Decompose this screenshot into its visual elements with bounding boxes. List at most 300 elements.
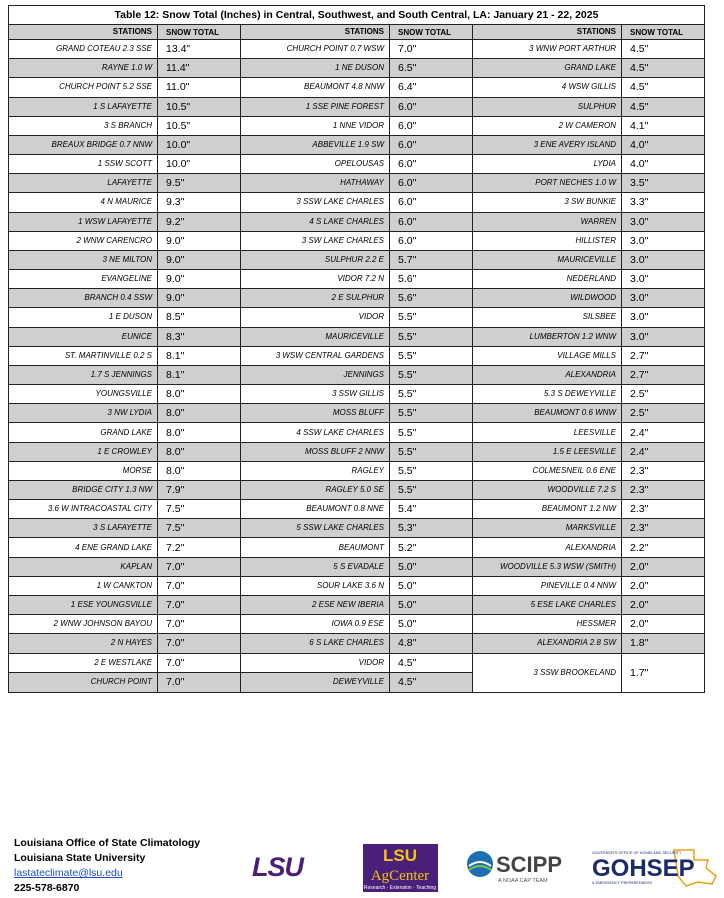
snow-total-value: 5.5" (390, 385, 473, 404)
snow-total-value: 7.5" (158, 519, 241, 538)
gohsep-text: GOHSEP (592, 855, 695, 882)
table-row (473, 654, 704, 692)
snow-total-value: 2.0" (622, 596, 704, 615)
snow-total-value: 7.9" (158, 481, 241, 500)
table-row (9, 481, 241, 500)
snow-total-value: 6.0" (390, 174, 473, 193)
table-row (473, 481, 704, 500)
snow-total-value: 5.5" (390, 481, 473, 500)
header-stations: STATIONS (9, 25, 158, 40)
table-row (473, 232, 704, 251)
table-row (473, 270, 704, 289)
station-name: CHURCH POINT (9, 673, 158, 692)
table-title: Table 12: Snow Total (Inches) in Central, Southwest, and South Central, LA: January 21 - 22, 2025 (9, 6, 704, 25)
table-row (473, 193, 704, 212)
station-name: 1 WSW LAFAYETTE (9, 213, 158, 232)
station-name: 4 S LAKE CHARLES (241, 213, 390, 232)
station-name: 1 E CROWLEY (9, 443, 158, 462)
snow-total-value: 7.0" (158, 558, 241, 577)
table-row (473, 328, 704, 347)
snow-total-value: 7.5" (158, 500, 241, 519)
snow-total-value: 3.0" (622, 270, 704, 289)
station-name: 1 E DUSON (9, 308, 158, 327)
station-name: 3 NE MILTON (9, 251, 158, 270)
snow-total-value: 3.5" (622, 174, 704, 193)
snow-total-table (8, 5, 705, 693)
snow-total-value: 8.1" (158, 347, 241, 366)
snow-total-value: 5.5" (390, 328, 473, 347)
table-row (473, 462, 704, 481)
table-row (473, 98, 704, 117)
table-row (241, 232, 473, 251)
snow-total-value: 3.0" (622, 308, 704, 327)
station-name: 1 S LAFAYETTE (9, 98, 158, 117)
station-name: COLMESNEIL 0.6 ENE (473, 462, 622, 481)
table-row (473, 78, 704, 97)
station-name: GRAND LAKE (9, 423, 158, 442)
station-name: VIDOR (241, 654, 390, 673)
table-row (241, 634, 473, 653)
snow-total-value: 6.5" (390, 59, 473, 78)
gohsep-logo (590, 846, 720, 892)
snow-total-value: 6.4" (390, 78, 473, 97)
station-name: 2 ESE NEW IBERIA (241, 596, 390, 615)
scipp-tagline-text: A NOAA CAP TEAM (498, 878, 548, 884)
snow-total-value: 5.0" (390, 577, 473, 596)
table-row (473, 366, 704, 385)
table-row (9, 193, 241, 212)
station-name: KAPLAN (9, 558, 158, 577)
table-row (241, 519, 473, 538)
table-row (9, 347, 241, 366)
snow-total-value: 4.5" (390, 673, 473, 692)
station-name: BEAUMONT 0.8 NNE (241, 500, 390, 519)
station-name: 2 W CAMERON (473, 117, 622, 136)
snow-total-value: 5.5" (390, 347, 473, 366)
table-row (9, 596, 241, 615)
station-name: 1 ESE YOUNGSVILLE (9, 596, 158, 615)
station-name: PORT NECHES 1.0 W (473, 174, 622, 193)
snow-total-value: 7.0" (158, 615, 241, 634)
snow-total-value: 4.5" (390, 654, 473, 673)
snow-total-value: 5.0" (390, 558, 473, 577)
office-name: Louisiana Office of State Climatology (14, 837, 201, 849)
table-row (241, 385, 473, 404)
snow-total-value: 5.6" (390, 289, 473, 308)
snow-total-value: 5.5" (390, 443, 473, 462)
snow-total-value: 4.8" (390, 634, 473, 653)
snow-total-value: 4.5" (622, 98, 704, 117)
snow-total-value: 2.5" (622, 385, 704, 404)
snow-total-value: 5.4" (390, 500, 473, 519)
table-row (473, 404, 704, 423)
station-name: MAURICEVILLE (473, 251, 622, 270)
snow-total-value: 5.5" (390, 366, 473, 385)
table-row (473, 577, 704, 596)
scipp-logo (465, 848, 573, 886)
table-columns (9, 25, 704, 692)
table-row (9, 232, 241, 251)
table-row (473, 136, 704, 155)
station-name: 3 SSW LAKE CHARLES (241, 193, 390, 212)
snow-total-value: 8.3" (158, 328, 241, 347)
snow-total-value: 2.0" (622, 577, 704, 596)
snow-total-value: 8.0" (158, 404, 241, 423)
snow-total-value: 5.0" (390, 615, 473, 634)
table-row (473, 385, 704, 404)
station-name: 3 SW LAKE CHARLES (241, 232, 390, 251)
station-name: LYDIA (473, 155, 622, 174)
station-name: HESSMER (473, 615, 622, 634)
station-name: 4 N MAURICE (9, 193, 158, 212)
station-name: WILDWOOD (473, 289, 622, 308)
table-header-row (9, 25, 241, 40)
gohsep-bottom-text: & EMERGENCY PREPAREDNESS (592, 881, 652, 885)
table-row (9, 59, 241, 78)
table-row (241, 404, 473, 423)
header-snow-total: SNOW TOTAL (390, 25, 473, 40)
table-row (241, 443, 473, 462)
table-row (9, 462, 241, 481)
station-name: 5 ESE LAKE CHARLES (473, 596, 622, 615)
table-row (9, 251, 241, 270)
station-name: MORSE (9, 462, 158, 481)
station-name: MOSS BLUFF 2 NNW (241, 443, 390, 462)
table-row (473, 596, 704, 615)
table-row (473, 423, 704, 442)
table-row (473, 347, 704, 366)
table-row (9, 538, 241, 557)
snow-total-value: 7.0" (158, 577, 241, 596)
snow-total-value: 7.0" (158, 673, 241, 692)
snow-total-value: 8.0" (158, 385, 241, 404)
station-name: HATHAWAY (241, 174, 390, 193)
table-row (9, 634, 241, 653)
table-row (9, 423, 241, 442)
agcenter-name-text: AgCenter (370, 868, 430, 884)
station-name: LUMBERTON 1.2 WNW (473, 328, 622, 347)
snow-total-value: 9.5" (158, 174, 241, 193)
snow-total-value: 5.5" (390, 462, 473, 481)
station-name: 3 S BRANCH (9, 117, 158, 136)
snow-total-value: 11.0" (158, 78, 241, 97)
snow-total-value: 4.5" (622, 78, 704, 97)
station-name: 2 N HAYES (9, 634, 158, 653)
table-row (473, 155, 704, 174)
station-name: 1 W CANKTON (9, 577, 158, 596)
table-row (9, 404, 241, 423)
table-row (473, 308, 704, 327)
table-row (241, 423, 473, 442)
table-row (241, 98, 473, 117)
station-name: VIDOR 7.2 N (241, 270, 390, 289)
table-row (9, 155, 241, 174)
table-row (473, 615, 704, 634)
phone-number: 225-578-6870 (14, 882, 80, 894)
snow-total-value: 4.5" (622, 40, 704, 59)
table-row (473, 443, 704, 462)
station-name: RAGLEY 5.0 SE (241, 481, 390, 500)
station-name: 3 SW BUNKIE (473, 193, 622, 212)
snow-total-value: 4.0" (622, 155, 704, 174)
station-name: ABBEVILLE 1.9 SW (241, 136, 390, 155)
station-name: 1.7 S JENNINGS (9, 366, 158, 385)
table-row (241, 615, 473, 634)
station-name: VILLAGE MILLS (473, 347, 622, 366)
table-row (9, 78, 241, 97)
station-name: BRANCH 0.4 SSW (9, 289, 158, 308)
table-row (9, 673, 241, 692)
snow-total-value: 2.4" (622, 443, 704, 462)
snow-total-value: 10.5" (158, 98, 241, 117)
station-name: 1 NE DUSON (241, 59, 390, 78)
snow-total-value: 5.6" (390, 270, 473, 289)
snow-total-value: 5.3" (390, 519, 473, 538)
table-row (9, 577, 241, 596)
station-name: 3 SSW GILLIS (241, 385, 390, 404)
station-name: IOWA 0.9 ESE (241, 615, 390, 634)
station-name: MAURICEVILLE (241, 328, 390, 347)
snow-total-value: 6.0" (390, 155, 473, 174)
table-column-1 (9, 25, 241, 692)
snow-total-value: 2.7" (622, 366, 704, 385)
station-name: 4 ENE GRAND LAKE (9, 538, 158, 557)
table-row (473, 289, 704, 308)
table-row (9, 117, 241, 136)
station-name: BEAUMONT 4.8 NNW (241, 78, 390, 97)
header-stations: STATIONS (241, 25, 390, 40)
station-name: 1 SSE PINE FOREST (241, 98, 390, 117)
table-row (241, 78, 473, 97)
station-name: LAFAYETTE (9, 174, 158, 193)
agcenter-lsu-text: LSU (383, 846, 417, 865)
table-row (473, 174, 704, 193)
station-name: WOODVILLE 5.3 WSW (SMITH) (473, 558, 622, 577)
snow-total-value: 7.0" (390, 40, 473, 59)
snow-total-value: 3.0" (622, 232, 704, 251)
table-row (241, 577, 473, 596)
table-row (473, 558, 704, 577)
table-row (473, 117, 704, 136)
table-row (241, 155, 473, 174)
station-name: DEWEYVILLE (241, 673, 390, 692)
table-row (241, 347, 473, 366)
snow-total-value: 7.0" (158, 634, 241, 653)
station-name: CHURCH POINT 5.2 SSE (9, 78, 158, 97)
table-row (9, 615, 241, 634)
table-row (9, 328, 241, 347)
header-stations: STATIONS (473, 25, 622, 40)
station-name: 3 S LAFAYETTE (9, 519, 158, 538)
table-row (9, 289, 241, 308)
station-name: ST. MARTINVILLE 0.2 S (9, 347, 158, 366)
table-row (241, 500, 473, 519)
table-row (241, 308, 473, 327)
station-name: JENNINGS (241, 366, 390, 385)
table-row (241, 462, 473, 481)
station-name: 2 E SULPHUR (241, 289, 390, 308)
station-name: RAYNE 1.0 W (9, 59, 158, 78)
snow-total-value: 3.0" (622, 251, 704, 270)
snow-total-value: 7.2" (158, 538, 241, 557)
table-row (241, 538, 473, 557)
snow-total-value: 8.0" (158, 443, 241, 462)
snow-total-value: 5.5" (390, 404, 473, 423)
agcenter-tagline-text: Research · Extension · Teaching (363, 885, 437, 891)
station-name: 5.3 S DEWEYVILLE (473, 385, 622, 404)
table-row (9, 519, 241, 538)
station-name: EVANGELINE (9, 270, 158, 289)
station-name: OPELOUSAS (241, 155, 390, 174)
station-name: LEESVILLE (473, 423, 622, 442)
snow-total-value: 3.0" (622, 328, 704, 347)
snow-total-value: 8.0" (158, 462, 241, 481)
snow-total-value: 9.0" (158, 289, 241, 308)
snow-total-value: 1.7" (630, 666, 649, 679)
table-row (473, 500, 704, 519)
station-name: ALEXANDRIA (473, 366, 622, 385)
snow-total-value: 1.8" (622, 634, 704, 653)
snow-total-value: 9.0" (158, 251, 241, 270)
table-row (241, 136, 473, 155)
snow-total-value: 5.7" (390, 251, 473, 270)
table-row (241, 673, 473, 692)
station-name: 3 WNW PORT ARTHUR (473, 40, 622, 59)
snow-total-value: 2.3" (622, 519, 704, 538)
station-name: 6 S LAKE CHARLES (241, 634, 390, 653)
station-name: BEAUMONT 1.2 NW (473, 500, 622, 519)
snow-total-value: 9.0" (158, 270, 241, 289)
table-row (241, 174, 473, 193)
snow-total-value: 7.0" (158, 654, 241, 673)
table-row (9, 174, 241, 193)
station-name: 3.6 W INTRACOASTAL CITY (9, 500, 158, 519)
station-name: 4 SSW LAKE CHARLES (241, 423, 390, 442)
station-name: BREAUX BRIDGE 0.7 NNW (9, 136, 158, 155)
station-name: BEAUMONT (241, 538, 390, 557)
snow-total-value: 9.0" (158, 232, 241, 251)
station-name: 1 SSW SCOTT (9, 155, 158, 174)
snow-total-value: 6.0" (390, 136, 473, 155)
station-name: 5 S EVADALE (241, 558, 390, 577)
snow-total-value: 3.0" (622, 213, 704, 232)
table-row (9, 654, 241, 673)
snow-total-value: 2.3" (622, 462, 704, 481)
table-row (473, 59, 704, 78)
station-name: ALEXANDRIA (473, 538, 622, 557)
station-name: SILSBEE (473, 308, 622, 327)
table-row (473, 519, 704, 538)
lsu-agcenter-logo (363, 844, 438, 892)
scipp-text: SCIPP (496, 852, 563, 877)
table-row (9, 308, 241, 327)
station-name: 2 WNW JOHNSON BAYOU (9, 615, 158, 634)
gohsep-top-text: GOVERNOR'S OFFICE OF HOMELAND SECURITY (592, 851, 682, 855)
table-row (473, 251, 704, 270)
station-name: 4 WSW GILLIS (473, 78, 622, 97)
station-name: YOUNGSVILLE (9, 385, 158, 404)
table-row (241, 59, 473, 78)
snow-total-value: 5.2" (390, 538, 473, 557)
snow-total-value: 6.0" (390, 232, 473, 251)
table-row (9, 443, 241, 462)
footer-contact (14, 836, 200, 896)
table-row (9, 558, 241, 577)
table-row (473, 40, 704, 59)
snow-total-value: 7.0" (158, 596, 241, 615)
snow-total-value: 2.3" (622, 481, 704, 500)
station-name: 1 NNE VIDOR (241, 117, 390, 136)
university-name: Louisiana State University (14, 852, 146, 864)
snow-total-value: 11.4" (158, 59, 241, 78)
station-name: VIDOR (241, 308, 390, 327)
station-name: SULPHUR (473, 98, 622, 117)
table-header-row (473, 25, 704, 40)
table-row (241, 366, 473, 385)
table-column-2 (241, 25, 473, 692)
table-row (241, 270, 473, 289)
table-row (9, 213, 241, 232)
snow-total-value: 8.0" (158, 423, 241, 442)
snow-total-value: 6.0" (390, 193, 473, 212)
station-name: 2 E WESTLAKE (9, 654, 158, 673)
table-row (241, 213, 473, 232)
station-name: GRAND LAKE (473, 59, 622, 78)
table-row (241, 481, 473, 500)
snow-total-value: 5.5" (390, 308, 473, 327)
snow-total-value: 4.1" (622, 117, 704, 136)
snow-total-value: 4.0" (622, 136, 704, 155)
snow-total-value: 3.0" (622, 289, 704, 308)
station-name: 3 SSW BROOKELAND (473, 654, 622, 692)
station-name: WARREN (473, 213, 622, 232)
snow-total-value: 13.4" (158, 40, 241, 59)
station-name: 3 WSW CENTRAL GARDENS (241, 347, 390, 366)
header-snow-total: SNOW TOTAL (158, 25, 241, 40)
station-name: SULPHUR 2.2 E (241, 251, 390, 270)
table-row (473, 213, 704, 232)
email-link[interactable]: lastateclimate@lsu.edu (14, 867, 123, 879)
station-name: 3 ENE AVERY ISLAND (473, 136, 622, 155)
station-name: MOSS BLUFF (241, 404, 390, 423)
table-header-row (241, 25, 473, 40)
station-name: ALEXANDRIA 2.8 SW (473, 634, 622, 653)
station-name: BEAUMONT 0.6 WNW (473, 404, 622, 423)
snow-total-value: 8.1" (158, 366, 241, 385)
table-row (241, 596, 473, 615)
table-row (241, 289, 473, 308)
snow-total-value: 9.2" (158, 213, 241, 232)
snow-total-value: 2.3" (622, 500, 704, 519)
station-name: GRAND COTEAU 2.3 SSE (9, 40, 158, 59)
snow-total-value: 2.7" (622, 347, 704, 366)
snow-total-value: 6.0" (390, 117, 473, 136)
snow-total-value: 2.5" (622, 404, 704, 423)
snow-total-value: 8.5" (158, 308, 241, 327)
table-row (9, 40, 241, 59)
table-row (9, 98, 241, 117)
snow-total-value: 5.0" (390, 596, 473, 615)
station-name: EUNICE (9, 328, 158, 347)
station-name: NEDERLAND (473, 270, 622, 289)
snow-total-value: 10.0" (158, 155, 241, 174)
station-name: CHURCH POINT 0.7 WSW (241, 40, 390, 59)
station-name: 5 SSW LAKE CHARLES (241, 519, 390, 538)
table-row (241, 193, 473, 212)
station-name: BRIDGE CITY 1.3 NW (9, 481, 158, 500)
table-row (241, 558, 473, 577)
table-row (9, 500, 241, 519)
